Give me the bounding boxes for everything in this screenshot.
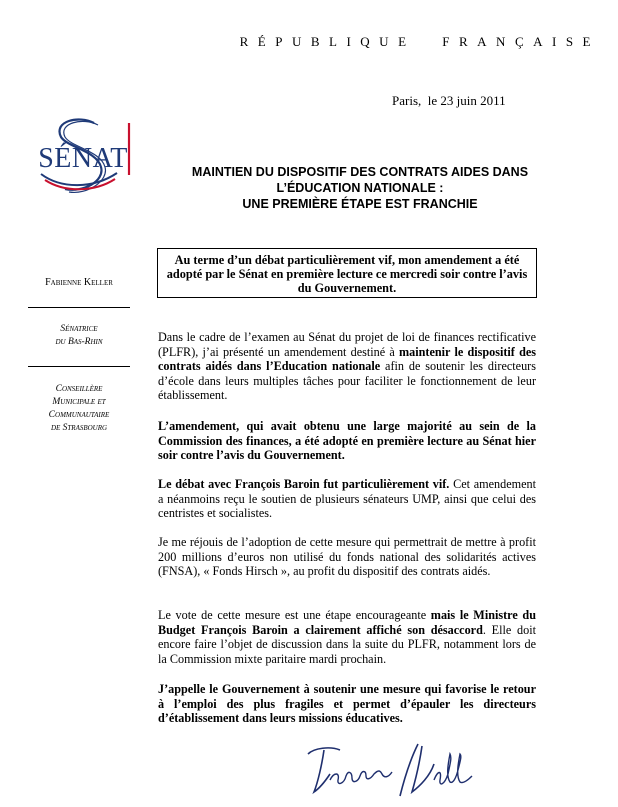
sidebar-role-line: Sénatrice xyxy=(60,324,98,334)
summary-box: Au terme d’un débat particulièrement vif, mon amendement a été adopté par le Sénat en première lecture ce mercredi soir contre l’avis du Gouvernement. xyxy=(157,248,537,298)
paragraph-6 xyxy=(158,682,536,726)
paragraph-3 xyxy=(158,477,536,521)
paragraph-1 xyxy=(158,330,536,403)
republique-francaise-header: RÉPUBLIQUE FRANÇAISE xyxy=(239,34,600,49)
sidebar-council xyxy=(28,383,130,435)
letter-date: Paris, le 23 juin 2011 xyxy=(392,93,506,108)
paragraph-5 xyxy=(158,608,536,666)
paragraph-2 xyxy=(158,419,536,463)
paragraph-5-emphasis: mais le Ministre du Budget François Baroin a clairement affiché son désaccord xyxy=(158,608,536,637)
paragraph-3-emphasis: Le débat avec François Baroin fut particulièrement vif. xyxy=(158,477,450,491)
paragraph-4 xyxy=(158,535,536,579)
paragraph-1-text: afin de soutenir les directeurs d’école dans leurs multiples tâches pour faciliter le fonctionnement de leur établissement. xyxy=(158,359,536,403)
paragraph-5-text: . Elle doit encore faire l’objet de discussion dans la suite du PLFR, notamment lors de la Commission mixte paritaire mardi prochain. xyxy=(158,622,536,666)
paragraph-2-emphasis: L’amendement, qui avait obtenu une large majorité au sein de la Commission des finances, a été adopté en première lecture au Sénat hier soir contre l’avis du Gouvernement. xyxy=(158,419,536,463)
sidebar-council-line: Conseillère xyxy=(55,384,103,394)
title-line-1: MAINTIEN DU DISPOSITIF DES CONTRATS AIDES DANS xyxy=(191,165,529,179)
paragraph-1-text: Dans le cadre de l’examen au Sénat du projet de loi de finances rectificative (PLFR), j’ai présenté un amendement destiné à xyxy=(158,330,536,359)
paragraph-4-text: Je me réjouis de l’adoption de cette mesure qui permettrait de mettre à profit 200 millions d’euros non utilisé du fonds national des solidarités actives (FNSA), « Fonds Hirsch », au profit du dispositif des contrats aidés. xyxy=(158,535,536,579)
sidebar-divider xyxy=(28,307,130,308)
paragraph-1-emphasis: maintenir le dispositif des contrats aidés dans l’Education nationale xyxy=(158,344,536,374)
sidebar-role xyxy=(28,323,130,349)
handwritten-signature xyxy=(300,740,480,800)
signature-icon xyxy=(300,740,480,800)
title-line-3: UNE PREMIÈRE ÉTAPE EST FRANCHIE xyxy=(242,197,478,211)
paragraph-3-text: Cet amendement a néanmoins reçu le soutien de plusieurs sénateurs UMP, ainsi que celui des centristes et socialistes. xyxy=(158,477,536,521)
senat-logo xyxy=(31,117,131,197)
paragraph-6-emphasis: J’appelle le Gouvernement à soutenir une mesure qui favorise le retour à l’emploi des plus fragiles et permet d’épauler les directeurs d’établissement dans leurs missions éducatives. xyxy=(158,682,536,726)
sidebar-author-name: Fabienne Keller xyxy=(45,277,113,288)
title-line-2: L’ÉDUCATION NATIONALE : xyxy=(276,181,444,195)
sidebar-council-line: Municipale et Communautaire xyxy=(48,397,110,420)
sidebar-council-line: de Strasbourg xyxy=(50,423,108,433)
press-release-title xyxy=(150,164,570,212)
paragraph-5-text: Le vote de cette mesure est une étape encourageante xyxy=(158,608,431,622)
sidebar-role-line: du Bas-Rhin xyxy=(55,337,103,347)
sidebar-divider xyxy=(28,366,130,367)
senat-logo-text: SÉNAT xyxy=(38,143,128,174)
